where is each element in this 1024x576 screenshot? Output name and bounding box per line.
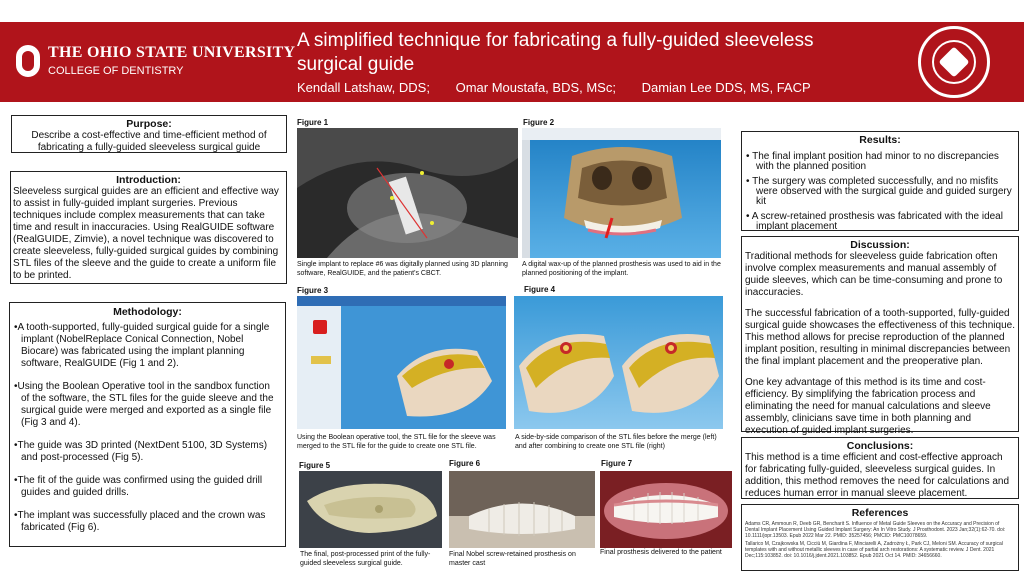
methodology-item: • The fit of the guide was confirmed using the guided drill guides and guided drills.	[14, 475, 281, 499]
figure-5-label: Figure 5	[299, 461, 331, 470]
reference-item: Adams CR, Ammoun R, Deeb GR, Bencharit S. Influence of Metal Guide Sleeves on the Accuracy and Precision of Dental Implant Placement Using Guided Implant Surgery: An In Vitro Study. J Prosthodont. 2023 Jan;32(1):62-70. doi: 10.1111/jopr.13503. Epub 2022 Mar 22. PMID: 35257456; PMCID: PMC10078659.	[745, 521, 1006, 539]
references-section	[741, 504, 1019, 571]
author-3: Damian Lee DDS, MS, FACP	[641, 80, 811, 95]
conclusions-text: This method is a time efficient and cost-effective approach for fabricating fully-guided, sleeveless surgical guides. In addition, this method removes the need for calculations and reduces human error in manual sleeve placement.	[745, 452, 1010, 499]
purpose-heading: Purpose:	[126, 118, 172, 130]
author-list	[297, 80, 833, 95]
figure-2-caption: A digital wax-up of the planned prosthesis was used to aid in the planned positioning of the implant.	[522, 261, 721, 277]
results-section	[741, 131, 1019, 231]
figure-4-caption: A side-by-side comparison of the STL files before the merge (left) and after combining to create one STL file (right)	[515, 434, 717, 450]
figure-6-caption: Final Nobel screw-retained prosthesis on master cast	[449, 551, 576, 567]
figure-3-boolean-tool-image	[297, 296, 506, 429]
figure-6-prosthesis-image	[449, 471, 595, 548]
methodology-heading: Methodology:	[113, 306, 182, 318]
introduction-text: Sleeveless surgical guides are an efficient and effective way to assist in fully-guided implant surgeries. Previous techniques include complex measurements that can take time and result in inaccuracies. Using RealGUIDE software (RealGUIDE, Zimvie), a novel technique was discovered to create sleeveless, fully-guided surgical guides by combining STL files of the sleeve and the guide to create a uniform file to be printed.	[13, 186, 279, 281]
methodology-item: • The implant was successfully placed and the crown was fabricated (Fig 6).	[14, 510, 281, 534]
results-item: • A screw-retained prosthesis was fabricated with the ideal implant placement	[746, 212, 1014, 232]
figure-2-waxup-image	[522, 128, 721, 258]
methodology-item: • A tooth-supported, fully-guided surgical guide for a single implant (NobelReplace Conical Connection, Nobel Biocare) was fabricated using the implant planning software, RealGUIDE (Fig 1 and 2).	[14, 322, 281, 370]
figure-5-printed-guide-image	[299, 471, 442, 548]
conclusions-heading: Conclusions:	[846, 440, 914, 452]
conclusions-section	[741, 437, 1019, 499]
poster-title: A simplified technique for fabricating a fully-guided sleeveless surgical guide	[297, 30, 814, 75]
university-logo	[16, 44, 295, 77]
discussion-paragraph: One key advantage of this method is its time and cost-efficiency. By simplifying the fabrication process and eliminating the need for manual calculations and sleeve assembly, clinicians save time in both planning and execution of guided implant surgeries.	[745, 377, 991, 436]
author-1: Kendall Latshaw, DDS;	[297, 80, 430, 95]
figure-1-cbct-image	[297, 128, 518, 258]
introduction-section	[10, 171, 287, 284]
figure-4-label: Figure 4	[524, 285, 556, 294]
discussion-paragraph: Traditional methods for sleeveless guide fabrication often involve complex measurements and manual assembly of guide sleeves, which can be time-consuming and prone to inaccuracies.	[745, 251, 1003, 298]
discussion-section	[741, 236, 1019, 436]
figure-4-stl-comparison-image	[514, 296, 723, 429]
figure-5-caption: The final, post-processed print of the fully-guided sleeveless surgical guide.	[300, 551, 431, 567]
methodology-item: • Using the Boolean Operative tool in the sandbox function of the software, the STL files for the guide sleeve and the surgical guide were merged and exported as a single file (Fig 3 and 4).	[14, 381, 281, 429]
results-item: • The final implant position had minor to no discrepancies with the planned position	[746, 152, 1014, 172]
figure-3-label: Figure 3	[297, 286, 329, 295]
figure-7-label: Figure 7	[601, 459, 633, 468]
figure-2-label: Figure 2	[523, 118, 555, 127]
block-o-icon	[16, 45, 40, 77]
discussion-paragraph: The successful fabrication of a tooth-supported, fully-guided surgical guide showcases the effectiveness of this technique. This method allows for precise reproduction of the planned implant position, resulting in minimal discrepancies between the final implant placement and the preoperative plan.	[745, 308, 1015, 367]
figure-7-caption: Final prosthesis delivered to the patient	[600, 549, 722, 556]
figure-7-patient-smile-image	[600, 471, 732, 548]
college-seal-icon	[918, 26, 990, 98]
methodology-item: • The guide was 3D printed (NextDent 5100, 3D Systems) and post-processed (Fig 5).	[14, 440, 281, 464]
figure-3-caption: Using the Boolean operative tool, the STL file for the sleeve was merged to the STL file for the guide to create one STL file.	[297, 434, 496, 450]
figure-1-label: Figure 1	[297, 118, 329, 127]
purpose-section	[11, 115, 287, 153]
author-2: Omar Moustafa, BDS, MSc;	[455, 80, 616, 95]
purpose-text: Describe a cost-effective and time-efficient method of fabricating a fully-guided sleeveless surgical guide	[31, 130, 267, 153]
university-name: THE OHIO STATE UNIVERSITY	[48, 44, 296, 61]
introduction-heading: Introduction:	[116, 174, 181, 186]
results-item: • The surgery was completed successfully, and no misfits were observed with the surgical guide and guided surgery kit	[746, 177, 1014, 207]
references-heading: References	[851, 507, 909, 519]
methodology-section	[9, 302, 286, 547]
results-heading: Results:	[859, 134, 901, 146]
discussion-heading: Discussion:	[850, 239, 910, 251]
reference-item: Tallarico M, Czajkowska M, Cicciù M, Giardina F, Minciarelli A, Zadrożny Ł, Park CJ, Meloni SM. Accuracy of surgical templates with and without metallic sleeves in case of partial arch restorations: A systematic review. J Dent. 2021 Dec;115:103852. doi: 10.1016/j.jdent.2021.103852. Epub 2021 Oct 14. PMID: 34656660.	[745, 541, 1003, 559]
figure-6-label: Figure 6	[449, 459, 481, 468]
figure-1-caption: Single implant to replace #6 was digitally planned using 3D planning software, RealGUIDE, and the patient's CBCT.	[297, 261, 508, 277]
college-name: COLLEGE OF DENTISTRY	[48, 65, 184, 77]
